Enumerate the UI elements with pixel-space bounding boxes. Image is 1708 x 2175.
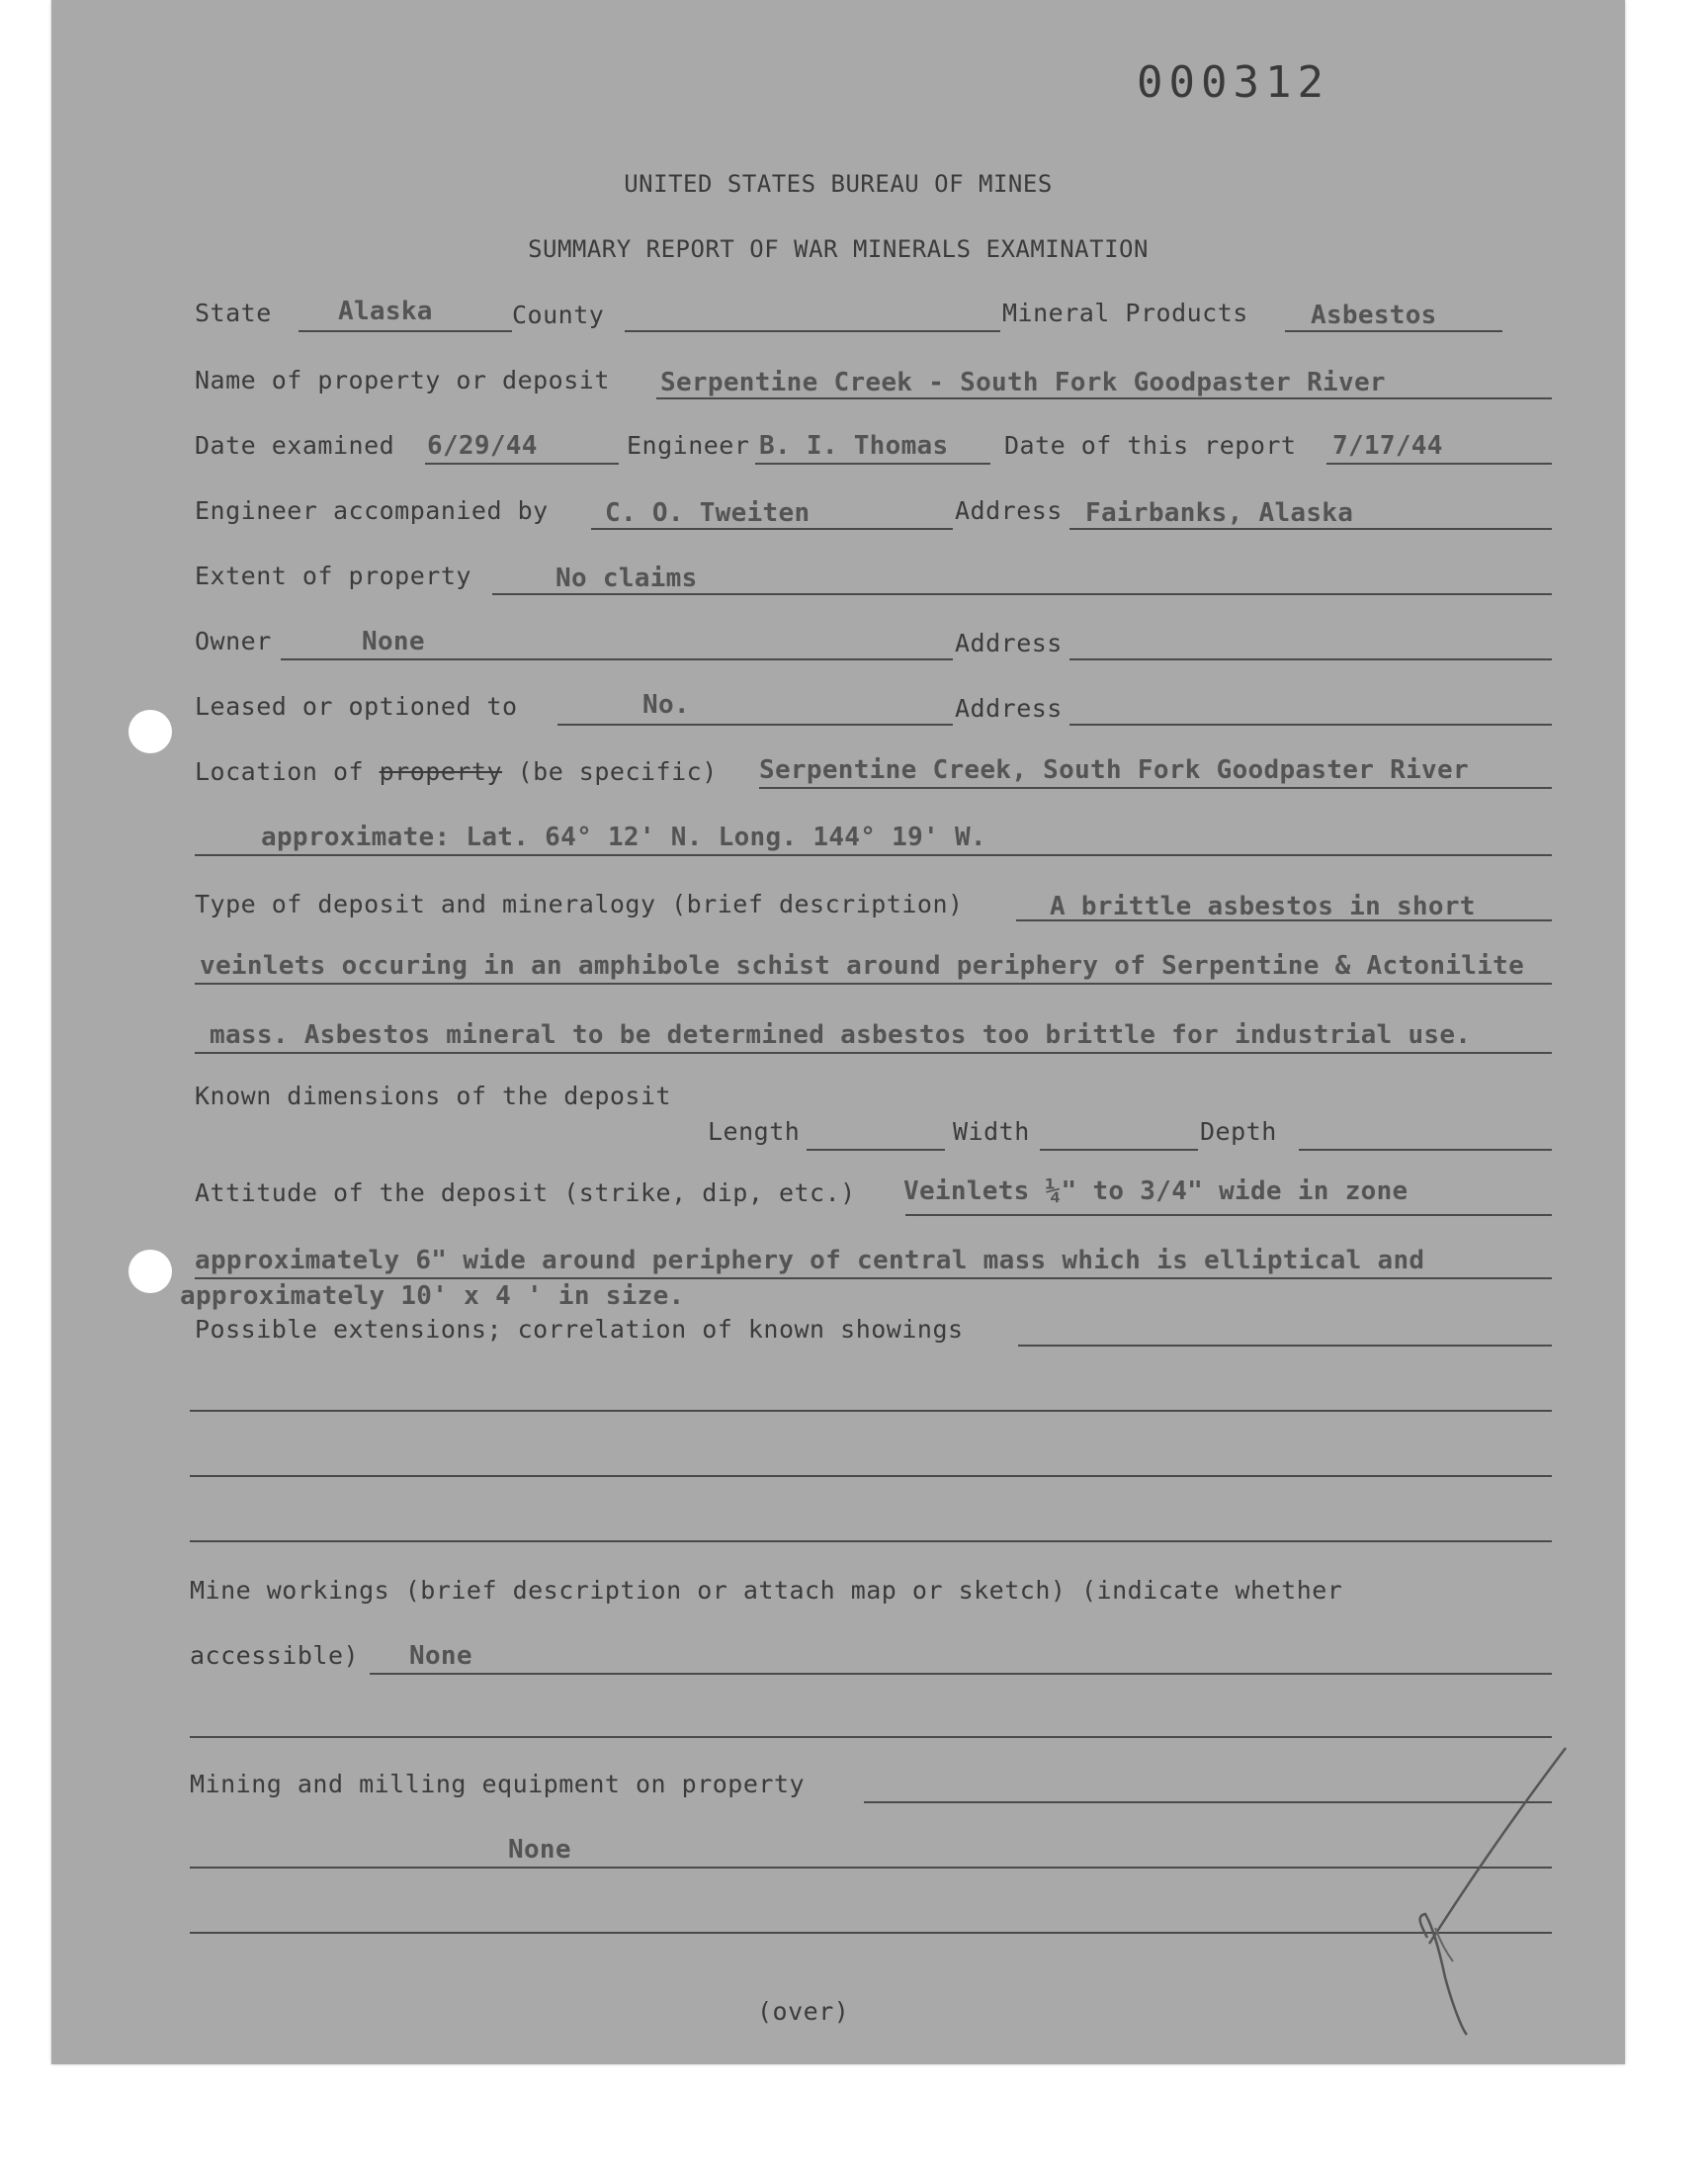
property-name-value: Serpentine Creek - South Fork Goodpaster River (660, 368, 1386, 397)
accompanied-by-value: C. O. Tweiten (605, 498, 811, 528)
attitude-label: Attitude of the deposit (strike, dip, etc.) (195, 1178, 856, 1207)
punch-hole-lower (128, 1250, 172, 1293)
date-examined-value: 6/29/44 (427, 431, 538, 461)
leased-address-label: Address (955, 694, 1063, 723)
punch-hole-upper (128, 710, 172, 753)
accompanied-by-label: Engineer accompanied by (195, 496, 549, 525)
width-label: Width (953, 1117, 1030, 1146)
extent-label: Extent of property (195, 562, 471, 590)
property-name-label: Name of property or deposit (195, 366, 610, 394)
mine-workings-label-line2: accessible) (190, 1641, 360, 1670)
engineer-label: Engineer (627, 431, 750, 460)
location-label: Location of property (be specific) (195, 757, 718, 786)
document-number: 000312 (1137, 57, 1329, 108)
mine-workings-label-line1: Mine workings (brief description or attach map or sketch) (indicate whether (190, 1576, 1343, 1605)
date-examined-label: Date examined (195, 431, 395, 460)
extensions-label: Possible extensions; correlation of known showings (195, 1315, 964, 1344)
deposit-type-value-line2: veinlets occuring in an amphibole schist around periphery of Serpentine & Actonilite (200, 951, 1525, 981)
attitude-value-line3: approximately 10' x 4 ' in size. (180, 1281, 685, 1311)
accompanied-address-label: Address (955, 496, 1063, 525)
owner-value: None (362, 627, 425, 656)
length-label: Length (708, 1117, 801, 1146)
location-value-line1: Serpentine Creek, South Fork Goodpaster River (759, 755, 1469, 785)
state-value: Alaska (338, 297, 433, 326)
check-mark-icon (1336, 1740, 1593, 2037)
accompanied-address-value: Fairbanks, Alaska (1085, 498, 1354, 528)
location-value-line2: approximate: Lat. 64° 12' N. Long. 144° 19' W. (261, 823, 986, 852)
engineer-value: B. I. Thomas (759, 431, 949, 461)
owner-address-label: Address (955, 629, 1063, 657)
report-date-value: 7/17/44 (1332, 431, 1443, 461)
state-label: State (195, 299, 272, 327)
deposit-type-value-line3: mass. Asbestos mineral to be determined asbestos too brittle for industrial use. (210, 1020, 1472, 1050)
depth-label: Depth (1200, 1117, 1277, 1146)
mine-workings-value: None (409, 1641, 472, 1671)
dimensions-label: Known dimensions of the deposit (195, 1082, 672, 1110)
attitude-value-line1: Veinlets ¼" to 3/4" wide in zone (903, 1176, 1409, 1206)
report-title: SUMMARY REPORT OF WAR MINERALS EXAMINATION (528, 235, 1149, 263)
document-sheet (51, 0, 1625, 2064)
equipment-label: Mining and milling equipment on property (190, 1770, 806, 1798)
attitude-value-line2: approximately 6" wide around periphery of central mass which is elliptical and (195, 1246, 1425, 1275)
mineral-products-value: Asbestos (1311, 301, 1437, 330)
equipment-value: None (508, 1835, 571, 1865)
deposit-type-label: Type of deposit and mineralogy (brief description) (195, 890, 964, 918)
footer-over: (over) (757, 1997, 850, 2026)
county-label: County (512, 301, 605, 329)
leased-label: Leased or optioned to (195, 692, 518, 721)
leased-value: No. (642, 690, 690, 720)
deposit-type-value-line1: A brittle asbestos in short (1050, 892, 1476, 921)
owner-label: Owner (195, 627, 272, 655)
agency-heading: UNITED STATES BUREAU OF MINES (624, 170, 1053, 198)
mineral-products-label: Mineral Products (1002, 299, 1248, 327)
report-date-label: Date of this report (1004, 431, 1297, 460)
extent-value: No claims (555, 564, 698, 593)
